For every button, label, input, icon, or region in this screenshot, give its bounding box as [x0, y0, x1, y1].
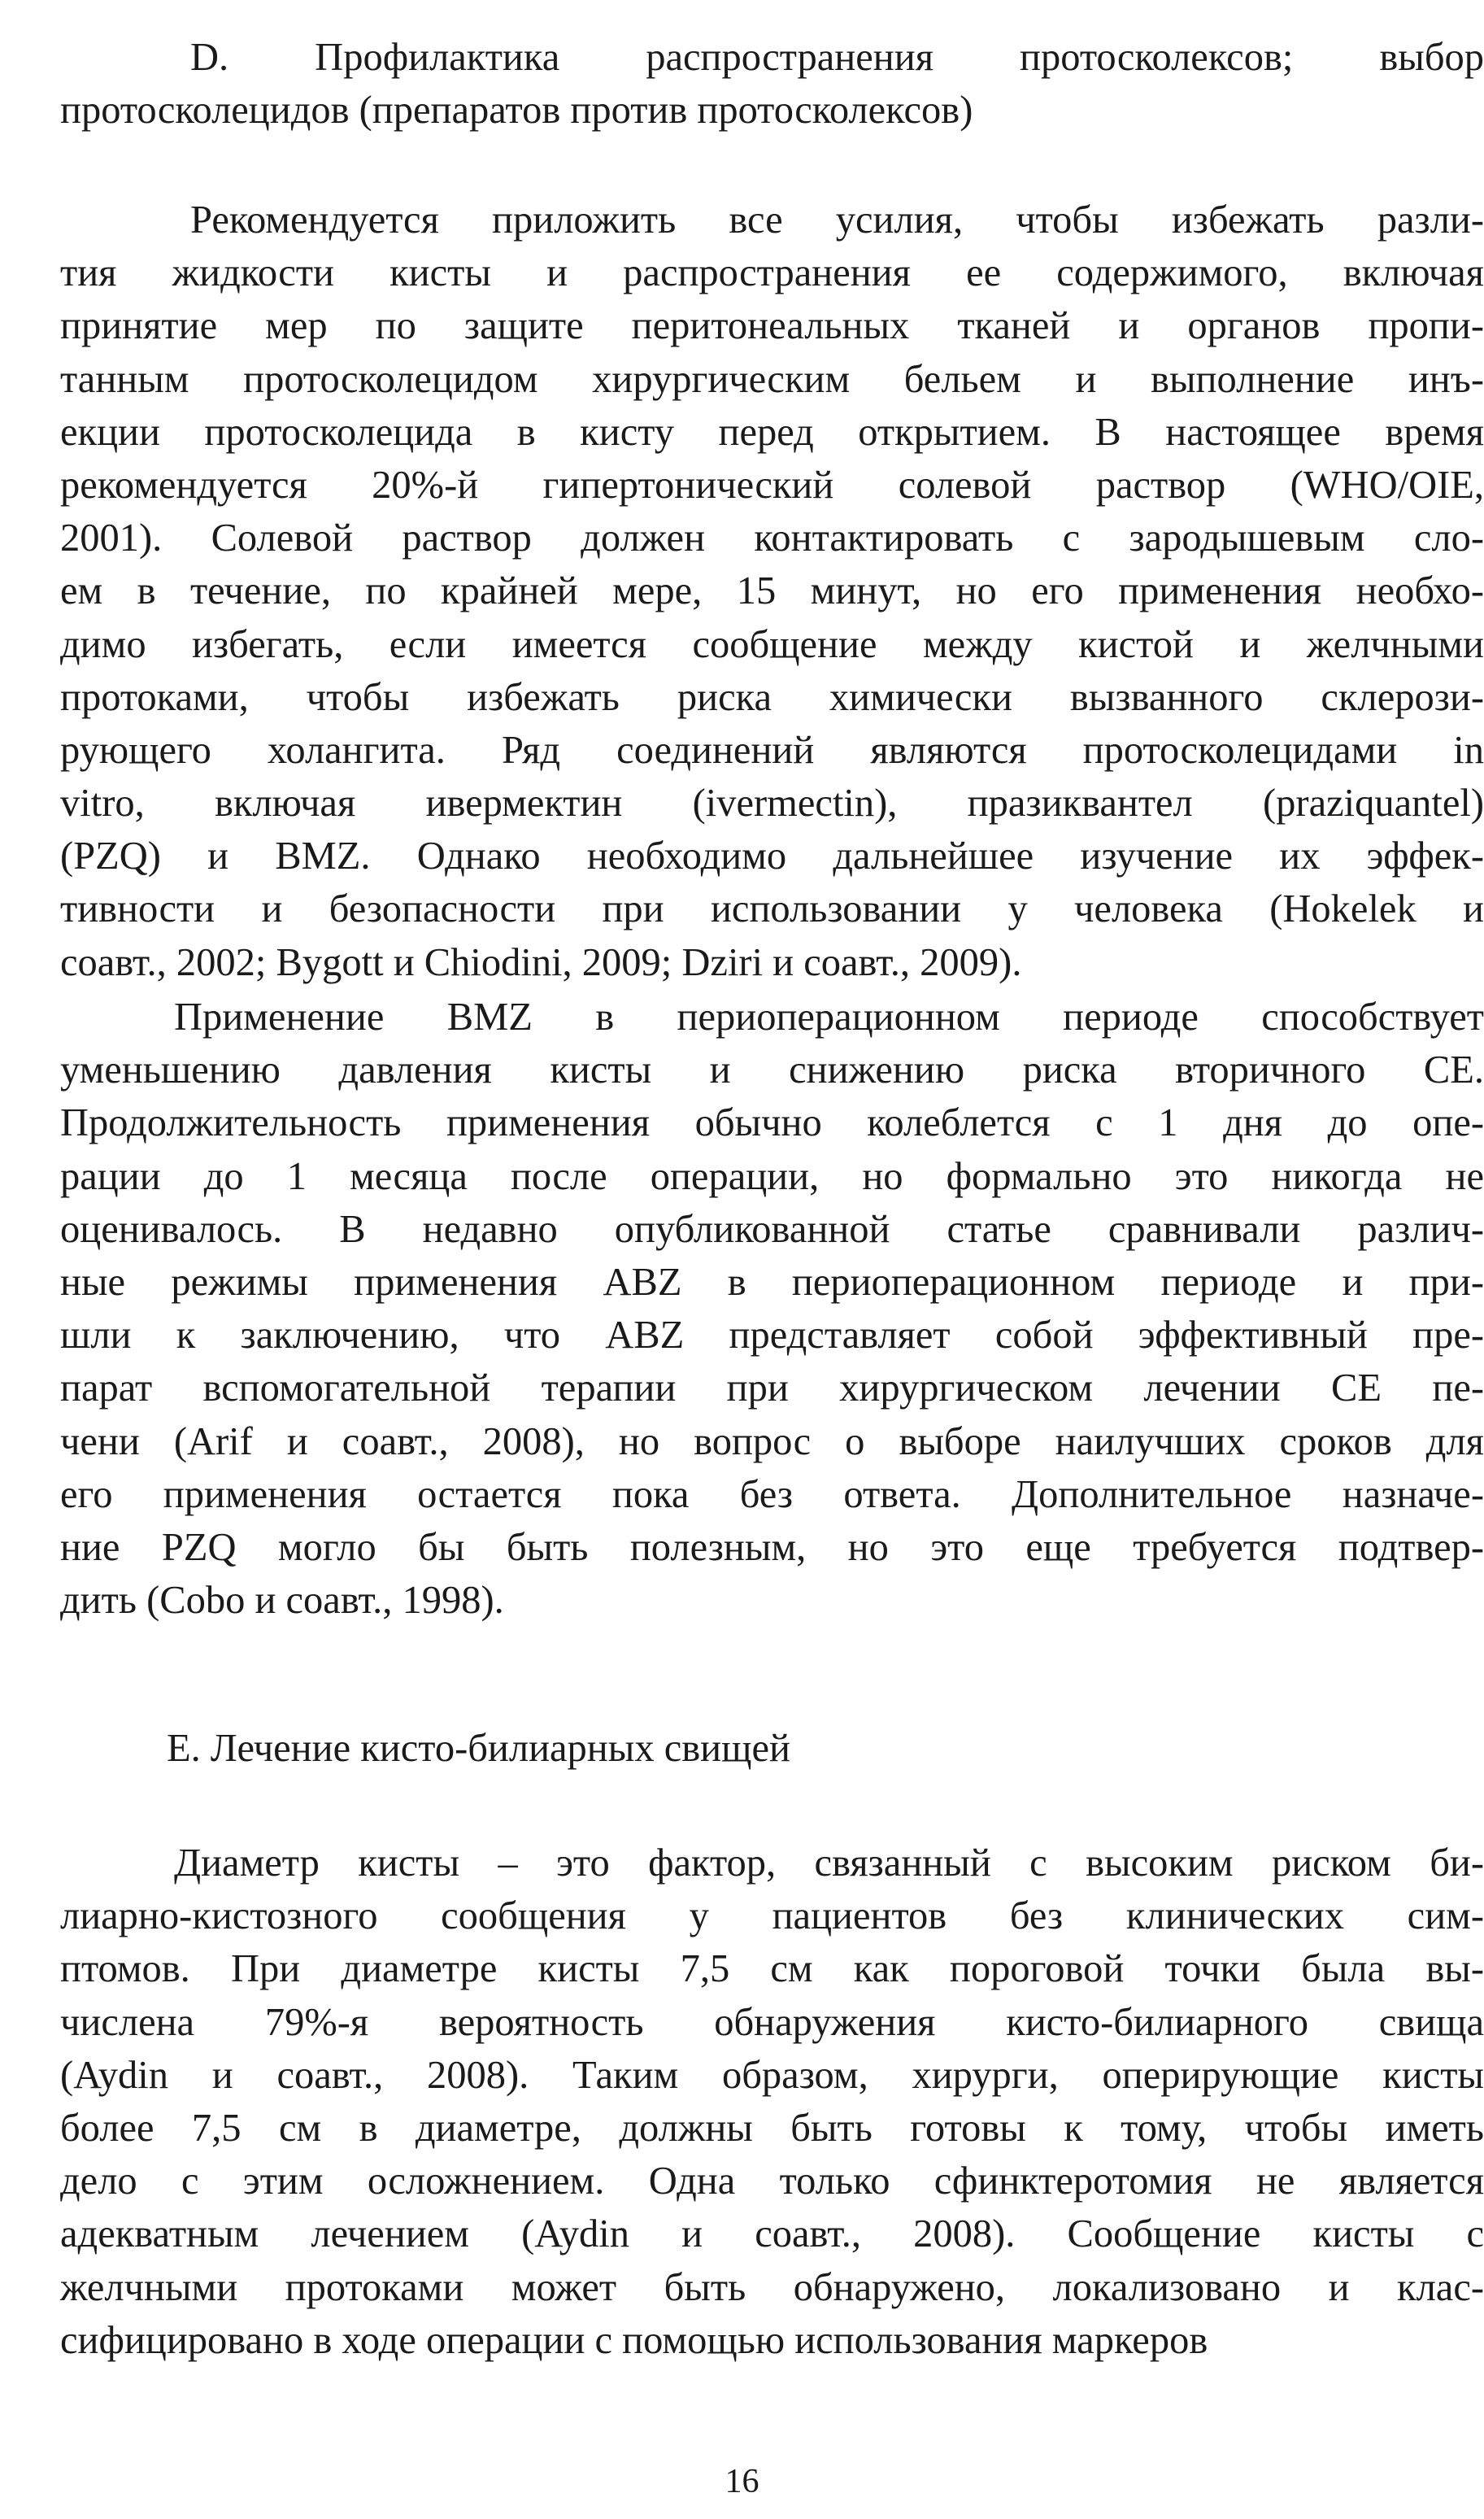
text-line: соавт., 2002; Bygott и Chiodini, 2009; Dziri и соавт., 2009). [60, 940, 1022, 984]
text-line: сифицировано в ходе операции с помощью использования маркеров [60, 2318, 1208, 2362]
text-line: его применения остается пока без ответа. Дополнительное назначе- [60, 1472, 1484, 1516]
section-d-heading [60, 31, 1484, 137]
section-d-paragraph-1 [60, 194, 1484, 989]
text-line: ние PZQ могло бы быть полезным, но это еще требуется подтвер- [60, 1525, 1484, 1569]
text-line: 2001). Солевой раствор должен контактировать с зародышевым сло- [60, 516, 1484, 560]
heading-line: протосколецидов (препаратов против протосколексов) [60, 89, 973, 133]
text-line: дело с этим осложнением. Одна только сфинктеротомия не является [60, 2159, 1484, 2203]
section-d-paragraph-2 [60, 991, 1484, 1627]
text-line: уменьшению давления кисты и снижению риска вторичного CE. [60, 1048, 1484, 1092]
text-line: (Aydin и соавт., 2008). Таким образом, хирурги, оперирующие кисты [60, 2053, 1484, 2097]
text-line: рующего холангита. Ряд соединений являются протосколецидами in [60, 728, 1484, 772]
text-line: желчными протоками может быть обнаружено, локализовано и клас- [60, 2265, 1484, 2309]
text-line: тивности и безопасности при использовании у человека (Hokelek и [60, 887, 1484, 931]
text-line: димо избегать, если имеется сообщение между кистой и желчными [60, 622, 1484, 666]
text-line: принятие мер по защите перитонеальных тканей и органов пропи- [60, 304, 1484, 348]
text-line: Применение BMZ в периоперационном периоде способствует [174, 996, 1484, 1039]
text-line: екции протосколецида в кисту перед открытием. В настоящее время [60, 410, 1484, 454]
text-line: ем в течение, по крайней мере, 15 минут, но его применения необхо- [60, 569, 1484, 613]
text-line: танным протосколецидом хирургическим бельем и выполнение инъ- [60, 357, 1484, 401]
section-e-heading: E. Лечение кисто-билиарных свищей [167, 1727, 790, 1770]
text-line: оценивалось. В недавно опубликованной статье сравнивали различ- [60, 1207, 1484, 1251]
text-line: лиарно-кистозного сообщения у пациентов без клинических сим- [60, 1894, 1484, 1938]
text-line: рекомендуется 20%-й гипертонический солевой раствор (WHO/OIE, [60, 463, 1484, 507]
text-line: Диаметр кисты – это фактор, связанный с высоким риском би- [174, 1841, 1484, 1885]
text-line: Рекомендуется приложить все усилия, чтобы избежать разли- [190, 198, 1484, 242]
text-line: рации до 1 месяца после операции, но формально это никогда не [60, 1154, 1484, 1198]
text-line: протоками, чтобы избежать риска химически вызванного склерози- [60, 675, 1484, 719]
text-line: ные режимы применения ABZ в периоперационном периоде и при- [60, 1260, 1484, 1304]
text-line: адекватным лечением (Aydin и соавт., 2008). Сообщение кисты с [60, 2212, 1484, 2256]
text-line: шли к заключению, что ABZ представляет собой эффективный пре- [60, 1314, 1484, 1358]
text-line: парат вспомогательной терапии при хирургическом лечении CE пе- [60, 1366, 1484, 1410]
page-number: 16 [725, 2463, 759, 2500]
text-line: (PZQ) и BMZ. Однако необходимо дальнейшее изучение их эффек- [60, 835, 1484, 878]
text-line: vitro, включая ивермектин (ivermectin), празиквантел (praziquantel) [60, 782, 1484, 826]
heading-line: D. Профилактика распространения протосколексов; выбор [190, 36, 1484, 79]
text-line: чени (Arif и соавт., 2008), но вопрос о выборе наилучших сроков для [60, 1419, 1484, 1463]
text-line: тия жидкости кисты и распространения ее содержимого, включая [60, 251, 1484, 295]
text-line: числена 79%-я вероятность обнаружения кисто-билиарного свища [60, 2000, 1484, 2044]
text-line: более 7,5 см в диаметре, должны быть готовы к тому, чтобы иметь [60, 2106, 1484, 2150]
text-line: Продолжительность применения обычно колеблется с 1 дня до опе- [60, 1101, 1484, 1145]
text-line: птомов. При диаметре кисты 7,5 см как пороговой точки была вы- [60, 1947, 1484, 1991]
section-e-paragraph-1 [60, 1837, 1484, 2367]
text-line: дить (Cobo и соавт., 1998). [60, 1579, 504, 1623]
